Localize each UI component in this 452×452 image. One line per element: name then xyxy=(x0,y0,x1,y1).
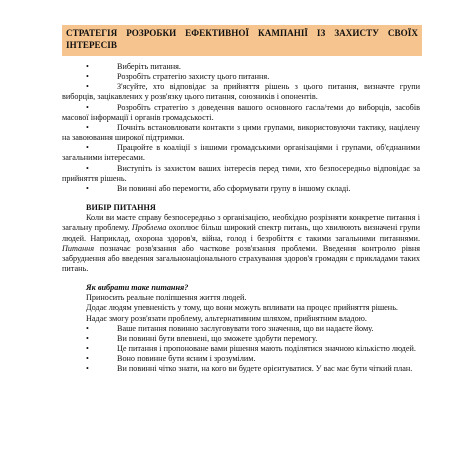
bullet-item: • Виберіть питання. xyxy=(86,62,181,71)
bullet-icon: • xyxy=(86,323,89,333)
bullet-item: • Працюйте в коаліції з іншими громадськими організаціями і групами, об'єднаними загальними інтересами. xyxy=(62,143,420,163)
spacer xyxy=(62,274,420,283)
paragraph: Надає змогу розв'язати проблему, альтернативним шляхом, прийнятним владою. xyxy=(86,313,367,323)
bullet-item: • Воно повинне бути ясним і зрозумілим. xyxy=(86,354,256,364)
bullet-icon: • xyxy=(86,82,89,92)
question-heading: Як вибрати таке питання? xyxy=(86,283,189,293)
bullet-item: • Виступіть із захистом ваших інтересів перед тими, хто безпосередньо відповідає за прийняття рішень. xyxy=(62,163,420,183)
bullet-item: • Розробіть стратегію захисту цього питання. xyxy=(86,72,270,82)
paragraph: Додає людям упевненість у тому, що вони можуть впливати на процес прийняття рішень. xyxy=(86,303,398,313)
bullet-icon: • xyxy=(86,364,89,374)
bullet-item: • Почніть встановлювати контакти з цими групами, використовуючи тактику, націлену на завоювання широкої підтримки. xyxy=(62,122,420,143)
document-title-text: СТРАТЕГІЯ РОЗРОБКИ ЕФЕКТИВНОЇ КАМПАНІЇ ІЗ ЗАХИСТУ СВОЇХ ІНТЕРЕСІВ xyxy=(66,28,418,50)
bullet-item: • З'ясуйте, хто відповідає за прийняття рішень з цього питання, визначте групи виборців, зацікавлених у розв'язку цього питання, союзників і опонентів. xyxy=(62,82,420,102)
bullet-item: • Це питання і пропоноване вами рішення мають поділятися значною кількістю людей. xyxy=(86,344,416,354)
bullet-icon: • xyxy=(86,354,89,364)
document-title xyxy=(62,25,422,56)
document-body xyxy=(62,62,420,375)
bullet-item: • Ви повинні бути впевнені, що зможете здобути перемогу. xyxy=(86,333,318,343)
emphasis-problem: Проблема xyxy=(131,223,167,233)
bullet-icon: • xyxy=(86,143,89,153)
bullet-icon: • xyxy=(86,122,89,132)
bullet-icon: • xyxy=(86,333,89,343)
bullet-item: • Розробіть стратегію з доведення вашого основного гасла/теми до виборців, засобів масової інформації і органів громадськості. xyxy=(62,102,420,122)
emphasis-issue: Питання xyxy=(62,243,95,253)
bullet-item: • Ваше питання повинно заслуговувати того значення, що ви надаєте йому. xyxy=(86,323,374,333)
bullet-icon: • xyxy=(86,344,89,354)
bullet-icon: • xyxy=(86,183,89,193)
section-heading: ВИБІР ПИТАННЯ xyxy=(86,203,156,213)
bullet-icon: • xyxy=(86,72,89,82)
paragraph-issue-vs-problem: Коли ви маєте справу безпосередньо з організацією, необхідно розрізняти конкретне питання і загальну проблему. Проблема охоплює більш широкий спектр питань, що хвилюють визначені групи людей. Наприклад, охорона здоров'я, війна, голод і безробіття є такими загальними питаннями. Питання позначає розв'язання або часткове розв'язання проблеми. Введення контролю рівня забруднення або введення загальнонаціонального страхування здоров'я громадян є прикладами таких питань. xyxy=(62,213,421,273)
bullet-icon: • xyxy=(86,62,89,71)
bullet-item: • Ви повинні або перемогти, або сформувати групу в іншому складі. xyxy=(86,183,351,193)
bullet-icon: • xyxy=(86,163,89,173)
bullet-item: • Ви повинні чітко знати, на кого ви будете орієнтуватися. У вас має бути чіткий план. xyxy=(86,364,413,374)
bullet-icon: • xyxy=(86,102,89,112)
paragraph: Приносить реальне поліпшення життя людей. xyxy=(86,293,247,303)
